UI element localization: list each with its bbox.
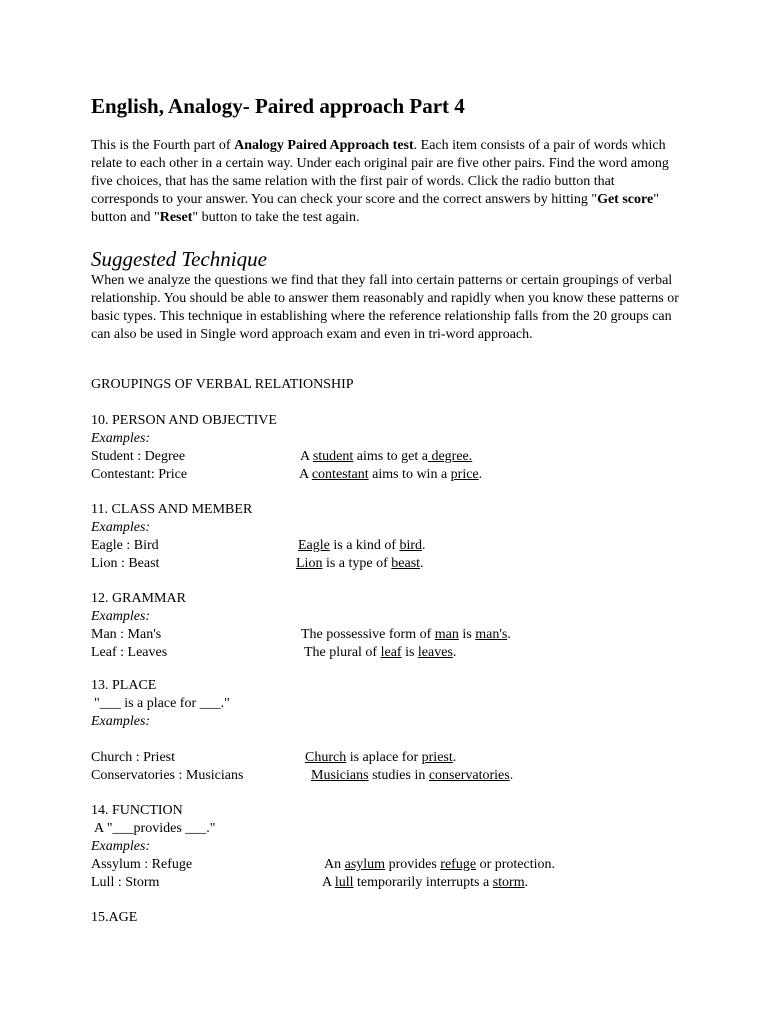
section-11-examples-label: Examples: — [91, 520, 151, 535]
section-13-pair-1: Church : Priest — [91, 750, 175, 765]
section-11-pair-2: Lion : Beast — [91, 556, 160, 571]
intro-bold-get-score: Get score — [597, 192, 654, 207]
section-14-sentence-1: An asylum provides refuge or protection. — [324, 857, 555, 872]
section-14-pattern: A "___provides ___." — [94, 821, 216, 836]
groupings-heading: GROUPINGS OF VERBAL RELATIONSHIP — [91, 377, 354, 392]
section-11-pair-1: Eagle : Bird — [91, 538, 159, 553]
section-14-heading: 14. FUNCTION — [91, 803, 183, 818]
intro-text-3: " button and " — [91, 192, 659, 225]
section-10-heading: 10. PERSON AND OBJECTIVE — [91, 413, 277, 428]
intro-paragraph — [91, 137, 681, 227]
section-11-heading: 11. CLASS AND MEMBER — [91, 502, 253, 517]
section-10-examples-label: Examples: — [91, 431, 151, 446]
section-15-heading: 15.AGE — [91, 910, 138, 925]
section-10-sentence-2: A contestant aims to win a price. — [299, 467, 483, 482]
section-10-sentence-1: A student aims to get a degree. — [300, 449, 473, 464]
section-12-pair-2: Leaf : Leaves — [91, 645, 168, 660]
technique-paragraph: When we analyze the questions we find that they fall into certain patterns or certain groupings of verbal relationship. You should be able to answer them reasonably and rapidly when you know these patterns or basic types. This technique in establishing where the reference relationship falls from the 20 groups can can also be used in Single word approach exam and even in tri-word approach. — [91, 273, 679, 342]
section-11-sentence-1: Eagle is a kind of bird. — [298, 538, 426, 553]
section-14-examples-label: Examples: — [91, 839, 151, 854]
technique-heading: Suggested Technique — [91, 247, 267, 271]
section-13-sentence-2: Musicians studies in conservatories. — [311, 768, 514, 783]
intro-bold-test-name: Analogy Paired Approach test — [234, 138, 414, 153]
section-12-sentence-1: The possessive form of man is man's. — [301, 627, 511, 642]
section-12-examples-label: Examples: — [91, 609, 151, 624]
section-14-sentence-2: A lull temporarily interrupts a storm. — [322, 875, 529, 890]
section-12-sentence-2: The plural of leaf is leaves. — [304, 645, 457, 660]
page-title: English, Analogy- Paired approach Part 4 — [91, 94, 465, 118]
intro-text-2: . Each item consists of a pair of words which relate to each other in a certain way. Under each original pair are five other pairs. Find the word among five choices, that has the same relation with the first pair of words. Click the radio button that corresponds to your answer. You can check your score and the correct answers by hitting " — [91, 138, 669, 207]
section-12-heading: 12. GRAMMAR — [91, 591, 186, 606]
section-13-sentence-1: Church is aplace for priest. — [305, 750, 457, 765]
section-14-pair-1: Assylum : Refuge — [91, 857, 193, 872]
section-11-sentence-2: Lion is a type of beast. — [296, 556, 424, 571]
intro-text-4: " button to take the test again. — [192, 210, 360, 225]
section-14-pair-2: Lull : Storm — [91, 875, 160, 890]
section-13-pattern: "___ is a place for ___." — [94, 696, 230, 711]
section-13-examples-label: Examples: — [91, 714, 151, 729]
intro-text-1: This is the Fourth part of — [91, 138, 235, 153]
section-13-heading: 13. PLACE — [91, 678, 157, 693]
section-13-pair-2: Conservatories : Musicians — [91, 768, 244, 783]
section-12-pair-1: Man : Man's — [91, 627, 162, 642]
intro-bold-reset: Reset — [159, 210, 193, 225]
section-10-pair-1: Student : Degree — [91, 449, 186, 464]
section-10-pair-2: Contestant: Price — [91, 467, 188, 482]
